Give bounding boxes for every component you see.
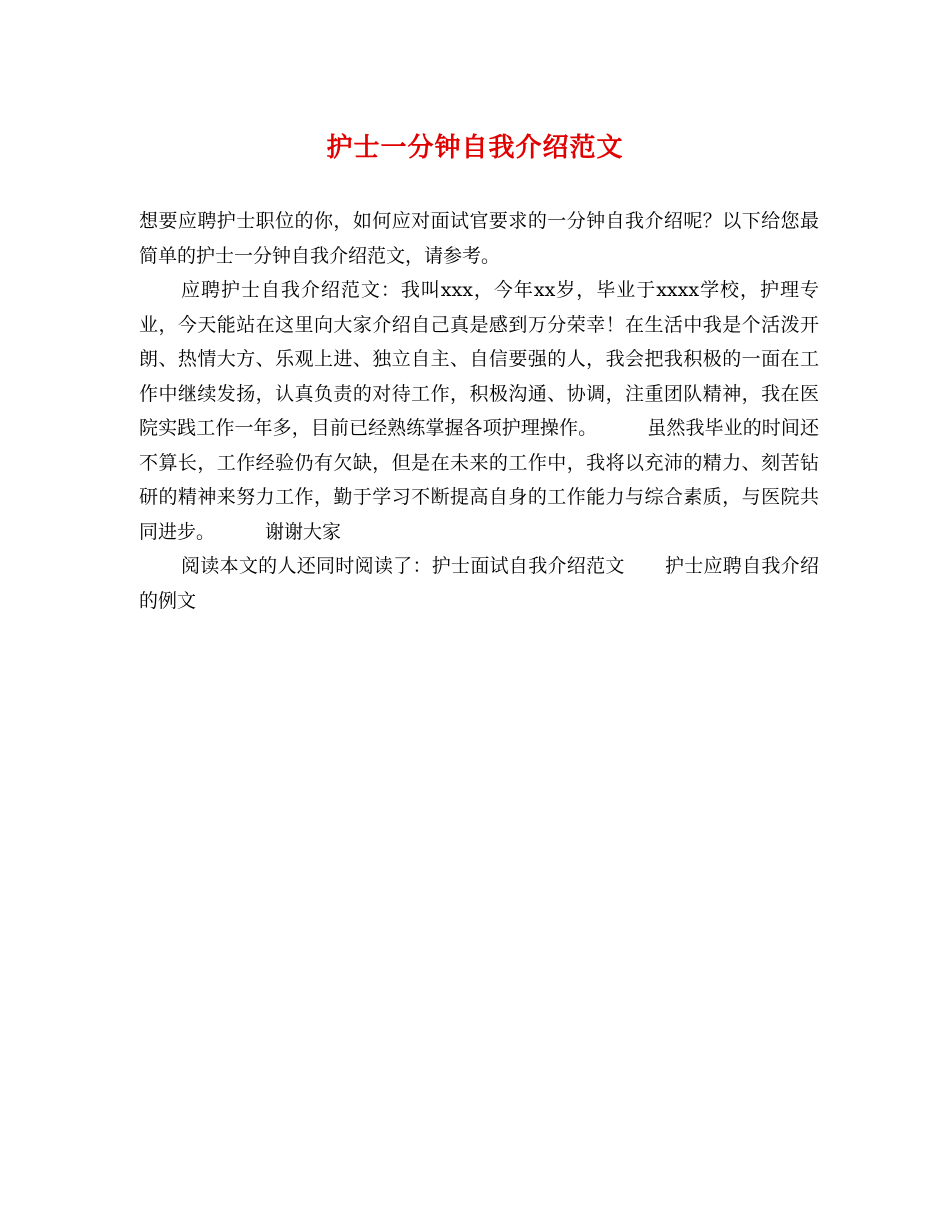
sample-text-part2: 虽然我毕业的时间还不算长，工作经验仍有欠缺，但是在未来的工作中，我将以充沛的精力、刻苦钻研的精神来努力工作，勤于学习不断提高自身的工作能力与综合素质，与医院共同进步。 (139, 417, 819, 543)
related-prefix: 阅读本文的人还同时阅读了： (181, 555, 432, 577)
related-reading (139, 549, 819, 618)
document-title: 护士一分钟自我介绍范文 (326, 133, 624, 163)
sample-paragraph (139, 273, 819, 549)
related-link-2[interactable]: 护士应聘自我介绍的例文 (139, 555, 819, 612)
sample-text-part1: 应聘护士自我介绍范文：我叫xxx，今年xx岁，毕业于xxxx学校，护理专业，今天能站在这里向大家介绍自己真是感到万分荣幸！在生活中我是个活泼开朗、热情大方、乐观上进、独立自主、自信要强的人，我会把我积极的一面在工作中继续发扬，认真负责的对待工作，积极沟通、协调，注重团队精神，我在医院实践工作一年多，目前已经熟练掌握各项护理操作。 (139, 279, 819, 439)
document-body (139, 204, 819, 618)
intro-paragraph: 想要应聘护士职位的你，如何应对面试官要求的一分钟自我介绍呢？以下给您最简单的护士一分钟自我介绍范文，请参考。 (139, 210, 819, 267)
sample-thanks: 谢谢大家 (265, 520, 342, 543)
related-link-1[interactable]: 护士面试自我介绍范文 (431, 555, 625, 577)
